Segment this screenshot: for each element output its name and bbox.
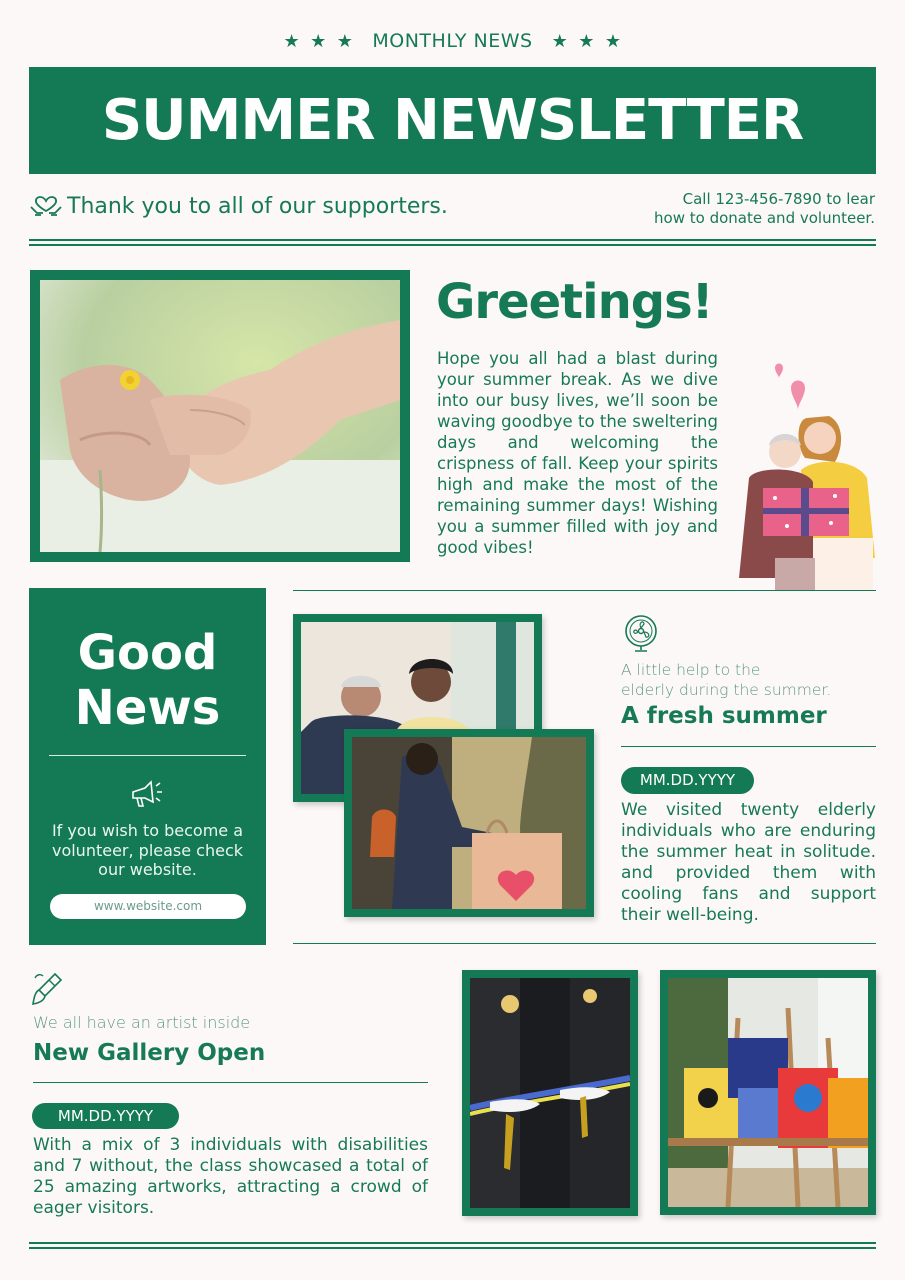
star-icon: ★	[310, 31, 327, 52]
fresh-summer-kicker-line-1: A little help to the	[621, 661, 761, 679]
photo-holding-hands	[30, 270, 410, 562]
call-info	[654, 190, 875, 228]
star-icon: ★	[336, 31, 354, 52]
call-line-1: Call 123-456-7890 to lear	[682, 190, 875, 208]
call-line-2: how to donate and volunteer.	[654, 209, 875, 227]
gallery-date: MM.DD.YYYY	[32, 1103, 179, 1129]
star-icon: ★	[604, 31, 622, 52]
divider	[29, 244, 876, 246]
ribbon-cutting-image	[470, 978, 630, 1208]
fresh-summer-date: MM.DD.YYYY	[621, 767, 754, 794]
header-kicker	[0, 30, 905, 52]
website-link[interactable]: www.website.com	[50, 894, 246, 919]
gallery-kicker: We all have an artist inside	[33, 1013, 251, 1032]
gift-handoff-image	[352, 737, 586, 909]
photo-gift-handoff	[344, 729, 594, 917]
paintbrush-icon	[31, 970, 65, 1008]
divider	[29, 239, 876, 241]
divider	[621, 746, 876, 747]
divider	[293, 943, 876, 944]
good-news-panel	[29, 588, 266, 945]
greetings-title: Greetings!	[436, 274, 713, 330]
gallery-title: New Gallery Open	[33, 1040, 266, 1066]
newsletter-title: SUMMER NEWSLETTER	[101, 88, 804, 153]
divider	[49, 755, 246, 756]
fan-icon	[622, 614, 660, 654]
star-icon: ★	[551, 31, 569, 52]
divider	[33, 1082, 428, 1083]
greetings-body: Hope you all had a blast during your summer break. As we dive into our busy lives, we’ll soon be waving goodbye to the sweltering days and welcoming the crispness of fall. Keep your spirits high and make the most of the remaining summer days! Wishing you a summer filled with joy and good vibes!	[437, 349, 718, 557]
good-news-title-line-1: Good	[77, 625, 218, 681]
kicker-label: MONTHLY NEWS	[372, 30, 533, 52]
good-news-title	[29, 626, 266, 736]
star-icon: ★	[578, 31, 595, 52]
good-news-title-line-2: News	[74, 680, 221, 736]
photo-ribbon-cutting	[462, 970, 638, 1216]
fresh-summer-body: We visited twenty elderly individuals who are enduring the summer heat in solitude. and provided them with cooling fans and support their well-being.	[621, 800, 876, 925]
fresh-summer-kicker-line-2: elderly during the summer.	[621, 681, 832, 699]
fresh-summer-title: A fresh summer	[621, 703, 827, 729]
photo-art-easels	[660, 970, 876, 1215]
holding-hands-image	[40, 280, 400, 552]
divider	[293, 590, 876, 591]
thanks-line	[29, 193, 448, 219]
art-easels-image	[668, 978, 868, 1207]
divider	[29, 1242, 876, 1244]
megaphone-icon	[129, 778, 165, 810]
divider	[29, 1247, 876, 1249]
hug-illustration	[735, 358, 877, 590]
heart-hands-icon	[29, 193, 63, 219]
title-banner	[29, 67, 876, 174]
gallery-body: With a mix of 3 individuals with disabilities and 7 without, the class showcased a total of 25 amazing artworks, attracting a crowd of eager visitors.	[33, 1135, 428, 1218]
fresh-summer-kicker	[621, 660, 831, 700]
thanks-text: Thank you to all of our supporters.	[67, 193, 448, 219]
star-icon: ★	[283, 31, 301, 52]
good-news-text: If you wish to become a volunteer, please check our website.	[51, 821, 244, 879]
